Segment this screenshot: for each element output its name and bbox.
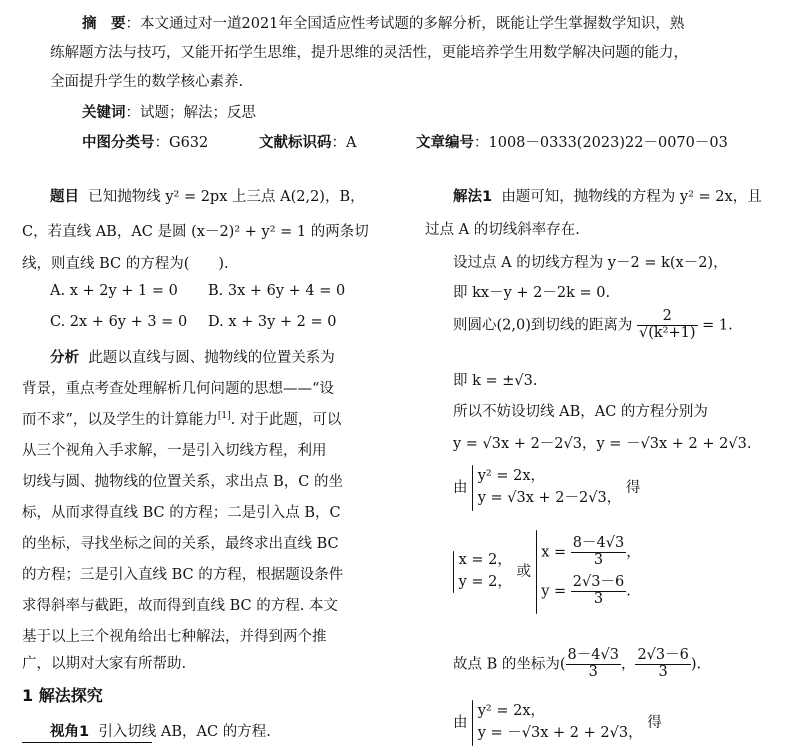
view1 (50, 720, 271, 741)
clc-label: 中图分类号 (82, 135, 155, 151)
sys2-eq-b: y = －√3x + 2 + 2√3， (477, 725, 643, 741)
option-d: D. x + 3y + 2 = 0 (208, 314, 337, 330)
sol-b-y: y = $\frac{2√3-6}{3}$ . (541, 574, 631, 607)
sol1-line-8: y = √3x + 2－2√3，y = －√3x + 2 + 2√3. (453, 436, 752, 452)
sol1-line-6: 即 k = ±√3. (453, 373, 538, 389)
art-value: ：1008－0333(2023)22－0070－03 (474, 135, 728, 151)
sol1-text-1: 由题可知，抛物线的方程为 y² = 2x，且 (501, 189, 762, 205)
doc-value: ：A (331, 135, 357, 151)
sol1-line-2: 过点 A 的切线斜率存在. (425, 222, 580, 238)
sol1-text-5b: = 1. (702, 317, 733, 334)
keywords-text: ：试题；解法；反思 (125, 105, 256, 121)
sol-b-y-frac (571, 575, 626, 608)
sol-b-stack (541, 536, 640, 608)
option-a: A. x + 2y + 1 = 0 (50, 283, 178, 299)
section-title: 1 解法探究 (22, 686, 103, 705)
keywords-label: 关键词 (82, 105, 126, 121)
point-b-y-den: 3 (658, 663, 668, 680)
distance-den: √(k²+1) (638, 324, 696, 341)
sol-b-y-pre: y = (541, 583, 567, 600)
sys1-eq-a: y² = 2x， (477, 468, 545, 485)
analysis-label: 分析 (50, 350, 79, 366)
sol-b-y-num: 2√3－6 (572, 574, 625, 590)
point-b: 故点 B 的坐标为( $\frac{8-4√3}{3}$ ， $\frac{2√3-6}{3}$ ). (453, 647, 702, 680)
sol-a-stack (459, 550, 512, 594)
analysis-line-10: 基于以上三个视角给出七种解法，并得到两个推 (22, 629, 327, 645)
sys2-eq-a: y² = 2x， (477, 703, 545, 720)
problem-line-2: C，若直线 AB，AC 是圆 (x－2)² + y² = 1 的两条切 (22, 224, 369, 240)
de-2: 得 (647, 715, 662, 731)
sol-b-x-num: 8－4√3 (572, 535, 625, 552)
citation: [1] (217, 411, 231, 422)
analysis-text-3b: . 对于此题，可以 (230, 412, 342, 428)
sol1-line-1 (453, 185, 762, 206)
clc-value: ：G632 (154, 135, 209, 151)
brace-1 (472, 465, 473, 511)
you-2: 由 (453, 715, 468, 731)
point-b-x-num: 8－4√3 (567, 647, 619, 663)
sol-b-x-den: 3 (593, 552, 604, 569)
problem-line-3: 线，则直线 BC 的方程为( ). (22, 256, 229, 272)
sol1-line-4: 即 kx－y + 2－2k = 0. (453, 285, 611, 301)
analysis-line-11: 广，以期对大家有所帮助. (22, 656, 187, 672)
abstract-line-2: 练解题方法与技巧，又能开拓学生思维，提升思维的灵活性，更能培养学生用数学解决问题的能力， (50, 45, 688, 61)
point-b-y-num: 2√3－6 (637, 647, 689, 663)
solutions (453, 530, 641, 614)
sol-b-x-pre: x = (541, 544, 567, 561)
de-1: 得 (625, 480, 641, 496)
problem-label: 题目 (50, 189, 79, 205)
option-b: B. 3x + 6y + 4 = 0 (208, 283, 346, 299)
footnote-rule (22, 742, 152, 743)
sol-b-x-frac (571, 536, 626, 569)
view1-label: 视角1 (50, 724, 90, 740)
point-b-y (635, 648, 690, 681)
sol1-line-3: 设过点 A 的切线方程为 y－2 = k(x－2)， (453, 255, 728, 271)
problem-text-1: 已知抛物线 y² = 2px 上三点 A(2,2)，B， (88, 189, 365, 205)
classification-art (416, 131, 728, 152)
abstract-line-1 (82, 12, 684, 33)
you-1: 由 (453, 480, 468, 496)
sol1-label: 解法1 (453, 189, 493, 205)
system-2 (453, 700, 662, 746)
brace-2 (453, 551, 454, 593)
analysis-line-3 (22, 408, 341, 429)
analysis-line-2: 背景，重点考查处理解析几何问题的思想——“设 (22, 381, 334, 397)
classification-clc (82, 131, 208, 152)
sys1-eq-b: y = √3x + 2－2√3， (477, 490, 622, 506)
analysis-text-3: 而不求”，以及学生的计算能力 (22, 412, 218, 428)
sol-a-y: y = 2， (458, 574, 512, 590)
analysis-line-7: 的坐标，寻找坐标之间的关系，最终求出直线 BC (22, 536, 339, 552)
point-b-pre: 故点 B 的坐标为( (453, 656, 566, 673)
problem-line-1 (50, 185, 365, 206)
system-2-stack (478, 701, 643, 745)
abstract-label: 摘 要 (82, 16, 126, 32)
view1-text: 引入切线 AB，AC 的方程. (98, 724, 271, 740)
analysis-line-9: 求得斜率与截距，故而得到直线 BC 的方程. 本文 (22, 598, 338, 614)
sol1-text-5: 则圆心(2,0)到切线的距离为 (453, 317, 633, 334)
brace-4 (472, 700, 473, 746)
analysis-line-5: 切线与圆、抛物线的位置关系，求出点 B，C 的坐 (22, 474, 343, 490)
abstract-line-3: 全面提升学生的数学核心素养. (50, 74, 244, 90)
abstract-text-1: ：本文通过对一道2021年全国适应性考试题的多解分析，既能让学生掌握数学知识，熟 (125, 16, 685, 32)
analysis-line-6: 标，从而求得直线 BC 的方程；二是引入点 B，C (22, 505, 341, 521)
point-b-post: ). (690, 656, 702, 673)
keywords (82, 101, 256, 122)
huo: 或 (516, 564, 532, 580)
doc-label: 文献标识码 (259, 135, 332, 151)
classification-doc (259, 131, 356, 152)
system-1 (453, 465, 640, 511)
sol-b-y-den: 3 (593, 590, 604, 607)
analysis-line-4: 从三个视角入手求解，一是引入切线方程，利用 (22, 443, 327, 459)
art-label: 文章编号 (416, 135, 474, 151)
point-b-x-den: 3 (588, 663, 598, 680)
analysis-text-1: 此题以直线与圆、抛物线的位置关系为 (88, 350, 335, 366)
sol-a-x: x = 2， (458, 552, 512, 569)
point-b-x (566, 648, 621, 681)
analysis-line-8: 的方程；三是引入直线 BC 的方程，根据题设条件 (22, 567, 344, 583)
distance-fraction (637, 309, 698, 342)
sol1-line-5 (453, 309, 733, 342)
sol1-line-7: 所以不妨设切线 AB，AC 的方程分别为 (453, 404, 708, 420)
option-c: C. 2x + 6y + 3 = 0 (50, 314, 188, 330)
distance-num: 2 (637, 309, 698, 326)
sol-b-x: x = $\frac{8-4√3}{3}$ ， (541, 535, 641, 569)
analysis-line-1 (50, 346, 335, 367)
brace-3 (536, 530, 537, 614)
system-1-stack (478, 466, 622, 510)
